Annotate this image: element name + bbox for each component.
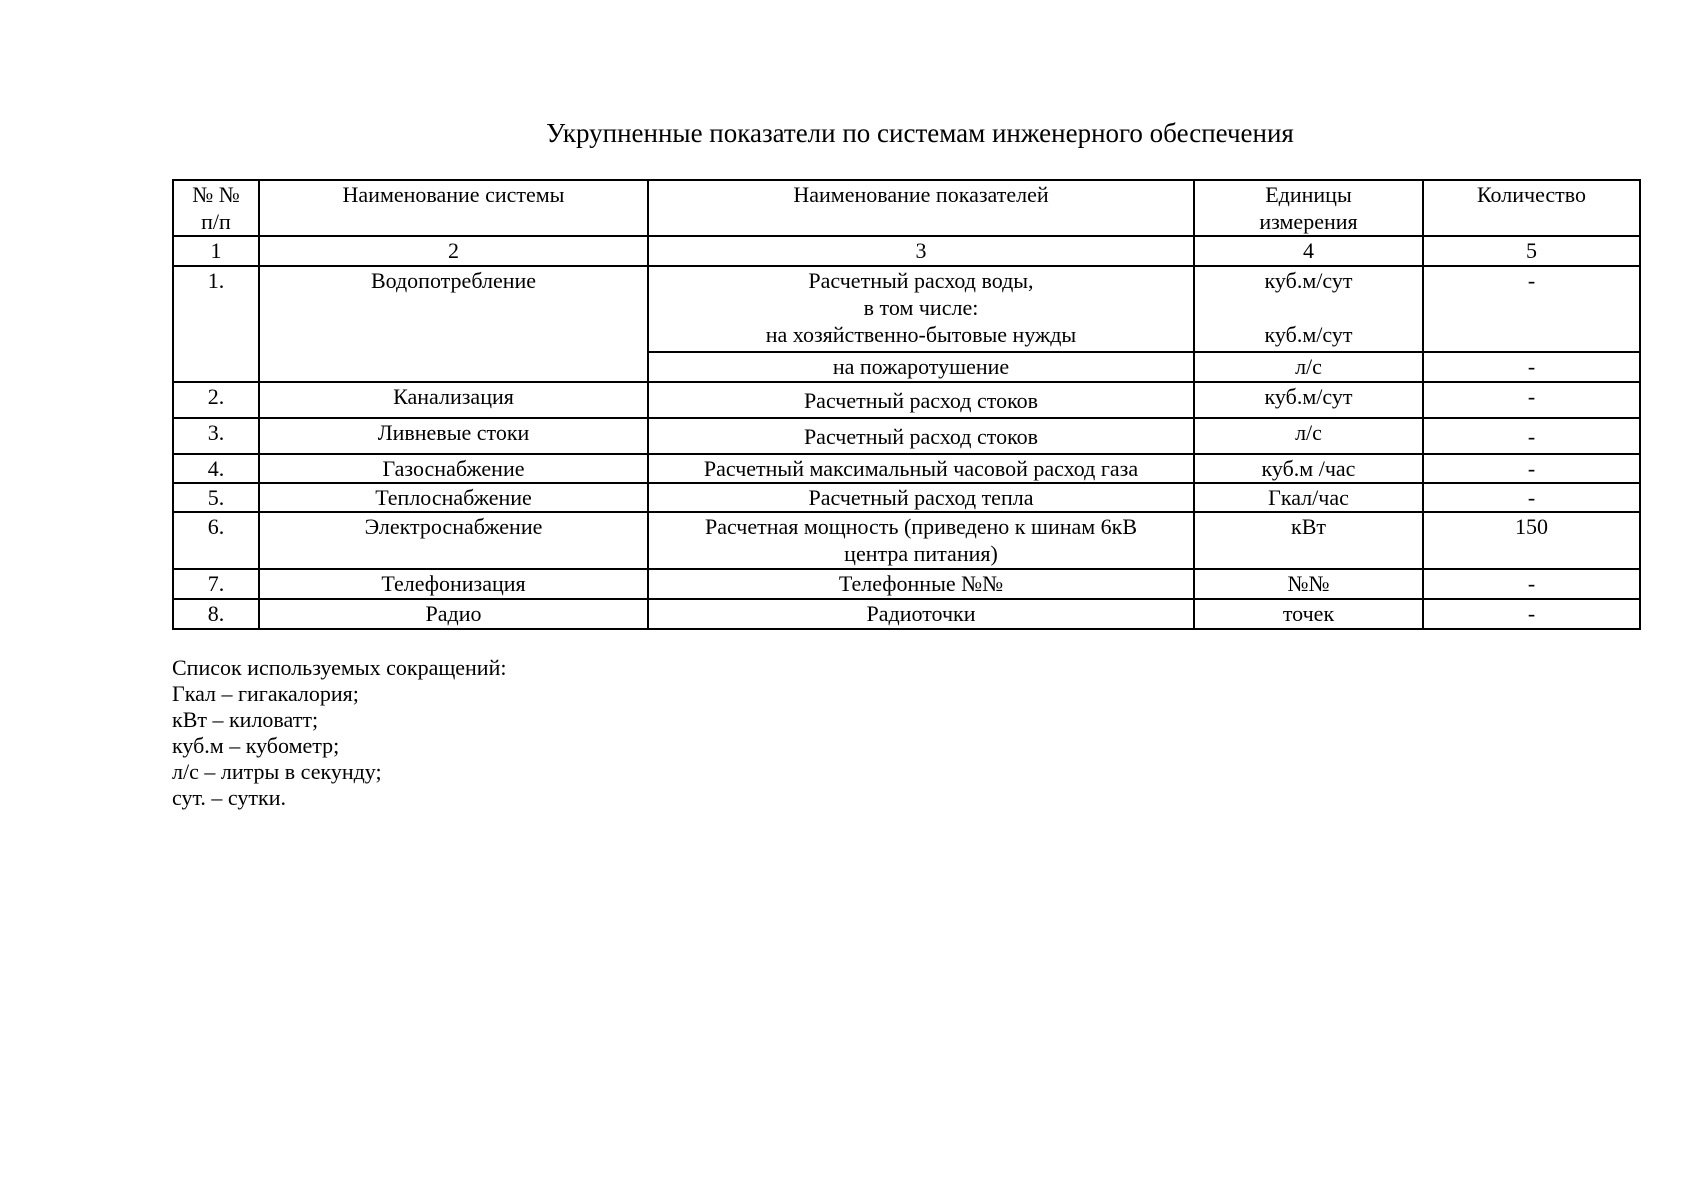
table-row [173, 599, 1640, 629]
abbreviation-item: кВт – киловатт; [172, 707, 319, 732]
row-indicator: Расчетный расход стоков [648, 418, 1194, 454]
row-quantity: - [1423, 483, 1640, 512]
row-unit: кВт [1194, 512, 1423, 569]
column-number: 5 [1423, 236, 1640, 266]
column-number: 3 [648, 236, 1194, 266]
row-quantity: - [1423, 352, 1640, 382]
row-num: 6. [173, 512, 259, 569]
row-system: Ливневые стоки [259, 418, 648, 454]
row-unit-line: куб.м/сут [1264, 322, 1353, 347]
table-row [173, 512, 1640, 569]
row-quantity: - [1423, 418, 1640, 454]
row-indicator: Радиоточки [648, 599, 1194, 629]
column-number: 1 [173, 236, 259, 266]
header-num-line2: п/п [201, 209, 231, 234]
abbreviation-item: куб.м – кубометр; [172, 733, 340, 758]
row-indicator: Расчетный расход стоков [648, 382, 1194, 418]
row-num: 2. [173, 382, 259, 418]
row-indicator-line: центра питания) [844, 541, 998, 566]
abbreviation-item: л/с – литры в секунду; [172, 759, 382, 784]
row-unit [1194, 266, 1423, 352]
row-unit: л/с [1194, 352, 1423, 382]
table-row [173, 569, 1640, 599]
table-row [173, 483, 1640, 512]
header-units-line1: Единицы [1265, 182, 1352, 207]
header-num [173, 180, 259, 236]
row-num: 1. [173, 266, 259, 382]
header-units [1194, 180, 1423, 236]
row-indicator-line: на хозяйственно-бытовые нужды [765, 322, 1077, 347]
header-num-line1: № № [192, 182, 240, 207]
row-quantity: - [1423, 266, 1640, 352]
row-indicator: Расчетный максимальный часовой расход газа [648, 454, 1194, 483]
column-number-row [173, 236, 1640, 266]
row-num: 7. [173, 569, 259, 599]
row-indicator [648, 266, 1194, 352]
row-quantity: - [1423, 382, 1640, 418]
row-unit: №№ [1194, 569, 1423, 599]
row-num: 8. [173, 599, 259, 629]
row-unit: точек [1194, 599, 1423, 629]
abbreviations-list [172, 655, 506, 811]
row-unit-spacer [1201, 294, 1416, 321]
row-unit: Гкал/час [1194, 483, 1423, 512]
row-quantity: 150 [1423, 512, 1640, 569]
row-quantity: - [1423, 599, 1640, 629]
row-num: 4. [173, 454, 259, 483]
row-system: Канализация [259, 382, 648, 418]
abbreviations-heading: Список используемых сокращений: [172, 655, 507, 680]
table-row [173, 382, 1640, 418]
row-unit-line: куб.м/сут [1264, 268, 1353, 293]
page-title: Укрупненные показатели по системам инженерного обеспечения [546, 118, 1294, 148]
row-indicator: на пожаротушение [648, 352, 1194, 382]
row-quantity: - [1423, 454, 1640, 483]
row-num: 3. [173, 418, 259, 454]
row-system: Теплоснабжение [259, 483, 648, 512]
row-system: Радио [259, 599, 648, 629]
row-indicator [648, 512, 1194, 569]
indicators-table [172, 179, 1641, 630]
row-num: 5. [173, 483, 259, 512]
row-indicator: Расчетный расход тепла [648, 483, 1194, 512]
table-row [173, 418, 1640, 454]
header-system: Наименование системы [259, 180, 648, 236]
table-header-row [173, 180, 1640, 236]
abbreviation-item: Гкал – гигакалория; [172, 681, 359, 706]
row-system: Газоснабжение [259, 454, 648, 483]
header-indicator: Наименование показателей [648, 180, 1194, 236]
row-indicator-line: Расчетная мощность (приведено к шинам 6кВ [704, 514, 1138, 539]
row-unit: куб.м/сут [1194, 382, 1423, 418]
row-system: Телефонизация [259, 569, 648, 599]
row-indicator-line: в том числе: [863, 295, 979, 320]
row-unit: л/с [1194, 418, 1423, 454]
table-row [173, 454, 1640, 483]
row-unit: куб.м /час [1194, 454, 1423, 483]
row-quantity: - [1423, 569, 1640, 599]
header-units-line2: измерения [1259, 209, 1358, 234]
table-row [173, 266, 1640, 352]
abbreviation-item: сут. – сутки. [172, 785, 286, 810]
row-system: Электроснабжение [259, 512, 648, 569]
row-indicator: Телефонные №№ [648, 569, 1194, 599]
column-number: 2 [259, 236, 648, 266]
row-indicator-line: Расчетный расход воды, [808, 268, 1034, 293]
row-system: Водопотребление [259, 266, 648, 382]
header-quantity: Количество [1423, 180, 1640, 236]
column-number: 4 [1194, 236, 1423, 266]
